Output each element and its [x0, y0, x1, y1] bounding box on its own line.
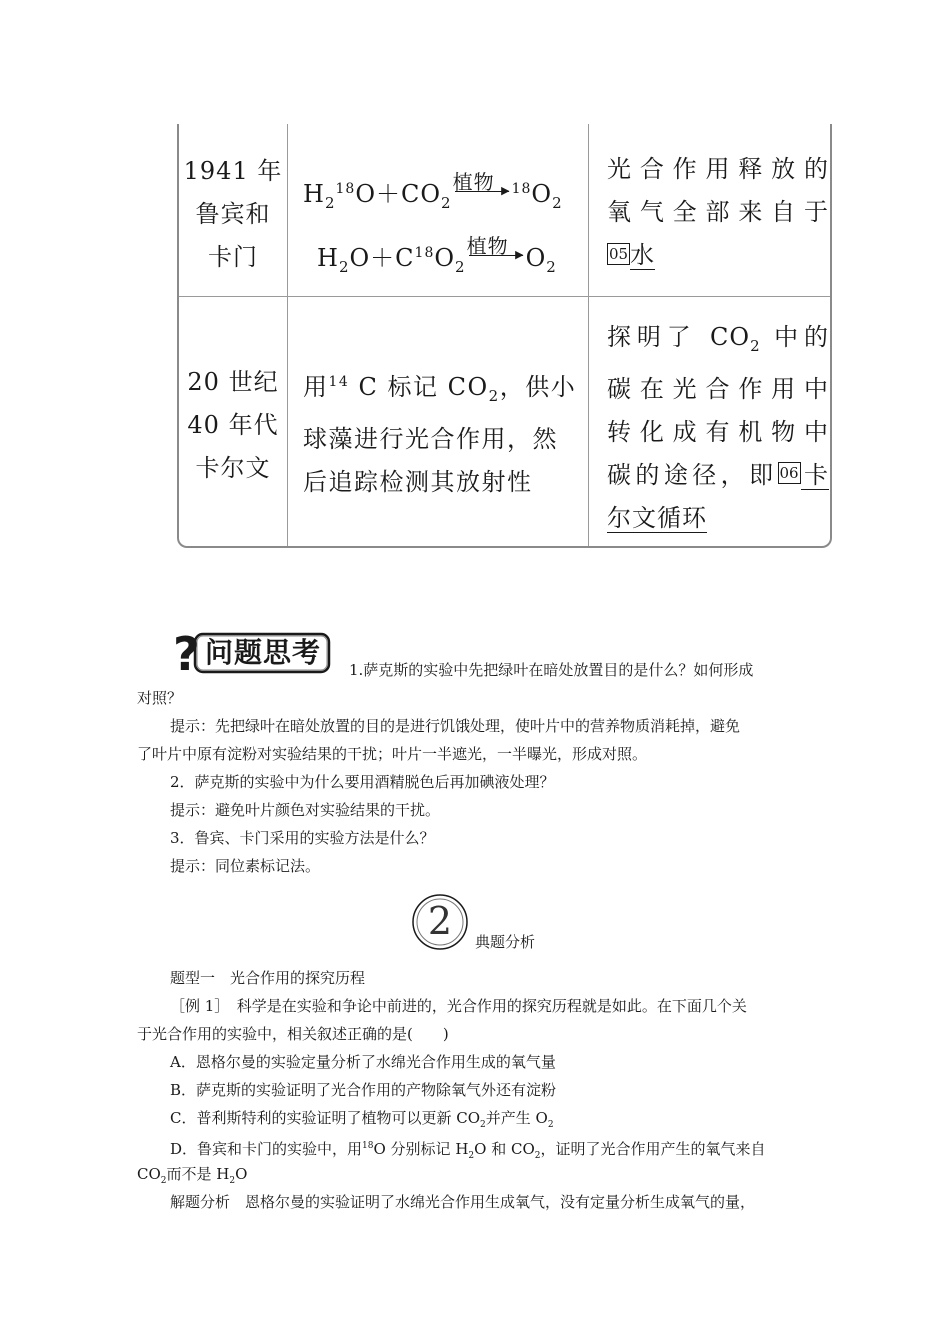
section-heading: 典题分析: [475, 933, 536, 951]
question-3: 3．鲁宾、卡门采用的实验方法是什么？: [170, 829, 435, 847]
option-c: C．普利斯特利的实验证明了植物可以更新 $CO_2$并产生 $O_2$: [170, 1109, 554, 1130]
scientist-line: 20 世纪: [187, 368, 279, 396]
conclusion-line: 氧气全部来自于: [607, 198, 829, 226]
answer-1-cont: 了叶片中原有淀粉对实验结果的干扰；叶片一半遮光，一半曝光，形成对照。: [137, 745, 648, 763]
svg-text:?: ?: [173, 628, 200, 676]
option-b: B．萨克斯的实验证明了光合作用的产物除氧气外还有淀粉: [170, 1081, 557, 1099]
conclusion-line: 碳的途径，即 06卡: [607, 460, 830, 489]
conclusion-line: [607, 234, 829, 277]
conclusion-line: 碳在光合作用中: [607, 374, 829, 403]
scientist-line: 40 年代: [187, 411, 279, 439]
option-d-cont: $CO_2$而不是 $H_2O$: [137, 1165, 248, 1186]
scientist-line: 1941 年: [183, 157, 283, 185]
section-number: 2: [427, 899, 453, 943]
table-cell-method: [303, 361, 585, 504]
history-table: [177, 124, 832, 548]
question-type-title: 题型一 光合作用的探究历程: [170, 969, 366, 987]
method-line: 后追踪检测其放射性: [303, 467, 533, 496]
answer-2: 提示：避免叶片颜色对实验结果的干扰。: [170, 801, 441, 819]
reaction-arrow: 植物 ▶: [466, 234, 525, 261]
example-stem-cont: 于光合作用的实验中，相关叙述正确的是( ): [137, 1025, 449, 1043]
answer-text: 水: [630, 241, 656, 269]
section-number-circle: [411, 893, 469, 951]
scientist-line: 卡尔文: [195, 454, 271, 482]
answer-number-badge: 06: [779, 464, 799, 483]
table-cell-method: [303, 124, 588, 296]
method-line: 用$^{14}$ C 标记 $CO_2$，供小: [303, 373, 577, 405]
reaction-arrow: 植物 ▶: [452, 170, 511, 197]
equation-2: $H_2O+C^{18}O_2$ 植物 ▶ $O_2$: [317, 234, 557, 276]
equation-1: $H_2^{18}O+CO_2$ 植物 ▶ $^{18}O_2$: [303, 170, 563, 212]
scientist-line: 鲁宾和: [195, 200, 271, 228]
solution-analysis: 解题分析 恩格尔曼的实验证明了水绵光合作用生成氧气，没有定量分析生成氧气的量，: [170, 1193, 756, 1211]
table-cell-scientist: [179, 361, 287, 490]
table-divider: [588, 124, 589, 546]
question-1-cont: 对照？: [137, 689, 183, 707]
example-stem: ［例 1］ 科学是在实验和争论中前进的，光合作用的探究历程就是如此。在下面几个关: [170, 997, 747, 1015]
answer-text: 卡: [800, 460, 830, 489]
question-1: 1.萨克斯的实验中先把绿叶在暗处放置目的是什么？如何形成: [349, 661, 754, 679]
question-2: 2．萨克斯的实验中为什么要用酒精脱色后再加碘液处理？: [170, 773, 555, 791]
option-d: D．鲁宾和卡门的实验中，用$^{18}$O 分别标记 $H_2O$ 和 $CO_2$，证明了光合作用产生的氧气来自: [170, 1140, 766, 1161]
table-divider: [287, 124, 288, 546]
arrow-head-icon: ▶: [501, 184, 511, 197]
answer-text: 尔文循环: [607, 503, 707, 532]
conclusion-line: 探明了 $CO_2$ 中的: [607, 323, 830, 355]
conclusion-line: 转化成有机物中: [607, 417, 829, 446]
method-line: 球藻进行光合作用，然: [303, 424, 558, 453]
table-cell-conclusion: [603, 316, 829, 540]
table-cell-scientist: [179, 150, 287, 279]
scientist-line: 卡门: [208, 243, 258, 271]
arrow-head-icon: ▶: [515, 248, 525, 261]
answer-3: 提示：同位素标记法。: [170, 857, 321, 875]
answer-1: 提示：先把绿叶在暗处放置的目的是进行饥饿处理，使叶片中的营养物质消耗掉，避免: [170, 717, 741, 735]
answer-number-badge: 05: [609, 244, 629, 263]
section-heading: 问题思考: [205, 636, 322, 669]
table-divider: [179, 296, 830, 297]
table-cell-conclusion: [603, 148, 829, 277]
conclusion-line: 光合作用释放的: [607, 155, 829, 183]
question-thinking-logo: [171, 628, 331, 676]
conclusion-line: [607, 497, 829, 540]
option-a: A．恩格尔曼的实验定量分析了水绵光合作用生成的氧气量: [170, 1053, 556, 1071]
